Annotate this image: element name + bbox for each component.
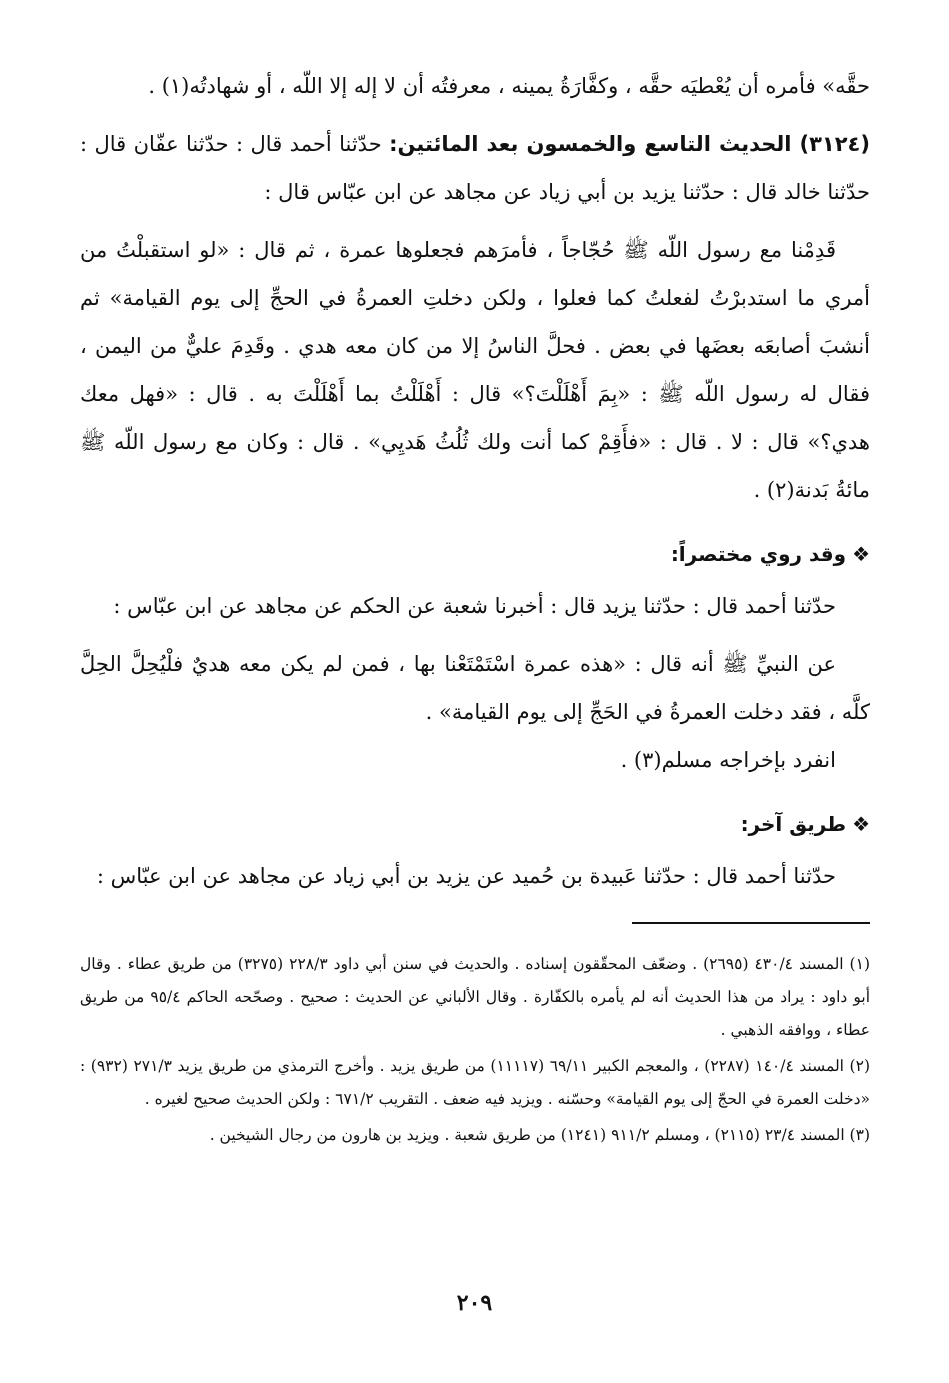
footnote-2: (٢) المسند ١٤٠/٤ (٢٢٨٧) ، والمعجم الكبير ٦٩/١١ (١١١١٧) من طريق يزيد . وأخرج الترمذي من طريق يزيد ٢٧١/٣ (٩٣٢) : «دخلت العمرة في الحجّ إلى يوم القيامة» وحسّنه . ويزيد فيه ضعف . التقريب ٦٧١/٢ : ولكن الحديث صحيح لغيره .: [80, 1057, 870, 1108]
abridged-chain: حدّثنا أحمد قال : حدّثنا يزيد قال : أخبرنا شعبة عن الحكم عن مجاهد عن ابن عبّاس :: [113, 594, 836, 618]
footnote-divider: [632, 922, 870, 924]
footnote-3: (٣) المسند ٢٣/٤ (٢١١٥) ، ومسلم ٩١١/٢ (١٢٤١) من طريق شعبة . ويزيد بن هارون من رجال الشيخين .: [209, 1126, 870, 1144]
continuation-paragraph: حقَّه» فأمره أن يُعْطيَه حقَّه ، وكفَّارَةُ يمينه ، معرفتُه أن لا إله إلا اللّه ، أو شهادتُه(١) .: [148, 74, 870, 98]
hadith-paragraph: [80, 120, 870, 216]
subheading-abridged-label: وقد روي مختصراً:: [670, 542, 847, 566]
abridged-note: انفرد بإخراجه مسلم(٣) .: [620, 748, 836, 772]
diamond-icon: ❖: [852, 812, 870, 836]
hadith-text: قَدِمْنا مع رسول اللّه ﷺ حُجّاجاً ، فأمرَهم فجعلوها عمرة ، ثم قال : «لو استقبلْتُ من أمري ما استدبرْتُ لفعلتُ كما فعلوا ، ولكن دخلتِ العمرةُ في الحجِّ إلى يوم القيامة» ثم أنشبَ أصابعَه بعضَها في بعض . فحلَّ الناسُ إلا من كان معه هدي . وقَدِمَ عليٌّ من اليمن ، فقال له رسول اللّه ﷺ : «بِمَ أَهْلَلْتَ؟» قال : أَهْلَلْتُ بما أَهْلَلْتَ به . قال : «فهل معك هدي؟» قال : لا . قال : «فأَقِمْ كما أنت ولك ثُلُثُ هَديِي» . قال : وكان مع رسول اللّه ﷺ مائةُ بَدنة(٢) .: [80, 238, 870, 502]
subheading-another-route: [80, 802, 870, 846]
page-content: [80, 62, 870, 1155]
diamond-icon: ❖: [852, 542, 870, 566]
footnote-1: (١) المسند ٤٣٠/٤ (٢٦٩٥) . وضعّف المحقّقون إسناده . والحديث في سنن أبي داود ٢٢٨/٣ (٣٢٧٥) من طريق عطاء . وقال أبو داود : يراد من هذا الحديث أنه لم يأمره بالكفّارة . وقال الألباني عن الحديث : صحيح . وصحّحه الحاكم ٩٥/٤ من طريق عطاء ، ووافقه الذهبي .: [80, 955, 871, 1039]
subheading-another-route-label: طريق آخر:: [740, 812, 847, 836]
page-number: ٢٠٩: [456, 1290, 493, 1316]
another-route-chain: حدّثنا أحمد قال : حدّثنا عَبيدة بن حُميد عن يزيد بن أبي زياد عن مجاهد عن ابن عبّاس :: [96, 864, 836, 888]
footnotes: [80, 948, 870, 1152]
hadith-number-heading: (٣١٢٤) الحديث التاسع والخمسون بعد المائتين:: [389, 132, 870, 156]
abridged-text: عن النبيِّ ﷺ أنه قال : «هذه عمرة اسْتَمْتَعْنا بها ، فمن لم يكن معه هديٌ فلْيُحِلَّ الحِلَّ كلَّه ، فقد دخلت العمرةُ في الحَجِّ إلى يوم القيامة» .: [80, 652, 870, 724]
hadith-chain: حدّثنا أحمد قال : حدّثنا عفّان قال : حدّثنا خالد قال : حدّثنا يزيد بن أبي زياد عن مجاهد عن ابن عبّاس قال :: [80, 132, 870, 204]
subheading-abridged: [80, 532, 870, 576]
